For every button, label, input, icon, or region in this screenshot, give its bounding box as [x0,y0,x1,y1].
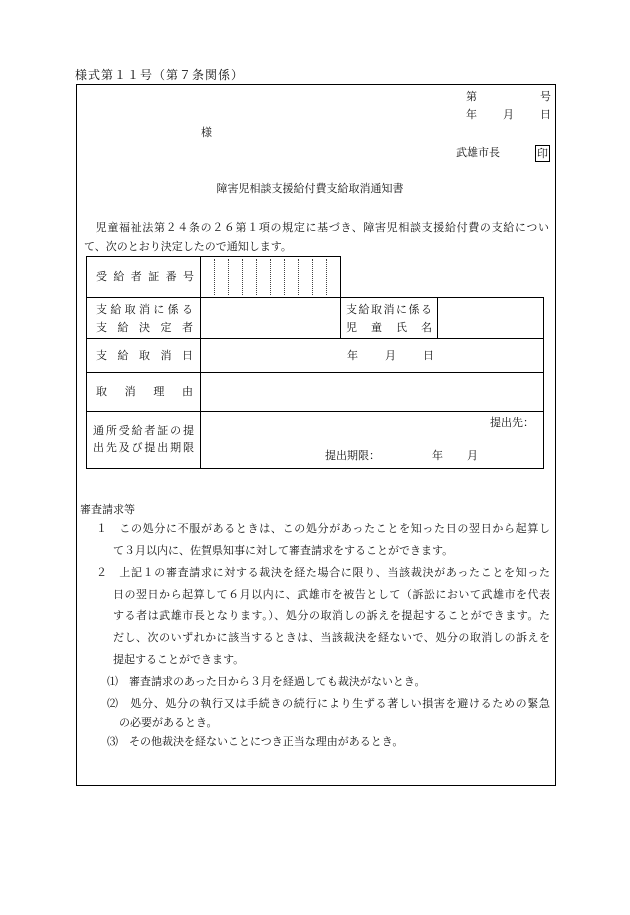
intro-line-1: 児童福祉法第２４条の２６第１項の規定に基づき、障害児相談支援給付費の支給につい [84,221,549,234]
appeal-item-line: だし、次のいずれかに該当するときは、当該裁決を経ないで、処分の取消しの訴えを [113,631,550,644]
notice-box [76,84,556,786]
appeal-sub-item-line: ⑶ その他裁決を経ないことにつき正当な理由があるとき。 [107,735,404,748]
cancel-date-label: 支給取消日 [96,349,193,362]
decision-holder-label-cell [86,297,201,339]
submission-value-cell [200,411,544,469]
issuer-name: 武雄市長 [456,146,500,159]
cert-digit-divider [284,259,285,295]
cert-number-label: 受給者証番号 [96,270,194,283]
cert-digit-divider [242,259,243,295]
issue-date-day: 日 [540,108,551,121]
decision-holder-value-cell [200,297,341,339]
cert-digit-divider [256,259,257,295]
submission-label-cell [86,411,201,469]
reason-value-cell [200,372,544,412]
cancel-date-day: 日 [423,349,434,362]
cancel-date-value-cell [200,338,544,373]
form-number-label: 様式第１１号（第７条関係） [75,68,245,82]
appeal-sub-item-line: ⑴ 審査請求のあった日から３月を経過しても裁決がないとき。 [107,675,426,688]
child-name-value-cell [437,297,544,339]
appeal-item-line: １ この処分に不服があるときは、この処分があったことを知った日の翌日から起算し [96,522,550,535]
child-name-label-line-1: 支給取消に係る [346,303,432,316]
intro-line-2: て、次のとおり決定したので通知します。 [84,240,292,253]
decision-holder-label-line-2: 支給決定者 [96,321,193,334]
cert-digit-divider [312,259,313,295]
cancel-date-month: 月 [385,349,396,362]
cert-digit-divider [228,259,229,295]
issue-date-year: 年 [466,108,477,121]
decision-holder-label-line-1: 支給取消に係る [96,303,193,316]
reason-label: 取消理由 [96,385,193,398]
reason-label-cell [86,372,201,412]
cert-number-boxes [200,256,341,298]
cert-digit-divider [214,259,215,295]
appeal-item-line: する者は武雄市長となります。）、処分の取消しの訴えを提起することができます。た [113,609,550,622]
appeal-item-line: て３月以内に、佐賀県知事に対して審査請求をすることができます。 [113,544,454,557]
document-number-suffix: 号 [540,90,551,103]
cert-number-label-cell [86,256,201,298]
deadline-year: 年 [432,449,443,462]
seal-mark: 印 [537,147,548,160]
child-name-label-cell [340,297,438,339]
submission-label-line-1: 通所受給者証の提 [93,424,194,437]
cancel-date-label-cell [86,338,201,373]
cert-digit-divider [270,259,271,295]
appeal-heading: 審査請求等 [80,503,135,516]
appeal-item-line: 提起することができます。 [113,653,245,666]
cancellation-detail-table [86,256,544,469]
cancel-date-year: 年 [347,349,358,362]
cert-digit-divider [326,259,327,295]
addressee-honorific: 様 [201,126,212,139]
child-name-label-line-2: 児童氏名 [346,321,432,334]
appeal-sub-item-line: の必要があるとき。 [119,716,218,729]
document-number-prefix: 第 [466,90,477,103]
notice-title: 障害児相談支援給付費支給取消通知書 [216,182,404,195]
appeal-sub-item-line: ⑵ 処分、処分の執行又は手続きの続行により生ずる著しい損害を避けるための緊急 [107,697,550,710]
cert-digit-divider [298,259,299,295]
deadline-label: 提出期限： [325,449,380,462]
appeal-item-line: 日の翌日から起算して６月以内に、武雄市を被告として（訴訟において武雄市を代表 [113,588,550,601]
submit-to-label: 提出先： [490,416,534,429]
deadline-month: 月 [467,449,478,462]
submission-label-line-2: 出先及び提出期限 [93,441,194,454]
appeal-item-line: ２ 上記１の審査請求に対する裁決を経た場合に限り、当該裁決があったことを知った [96,566,550,579]
issue-date-month: 月 [503,108,514,121]
